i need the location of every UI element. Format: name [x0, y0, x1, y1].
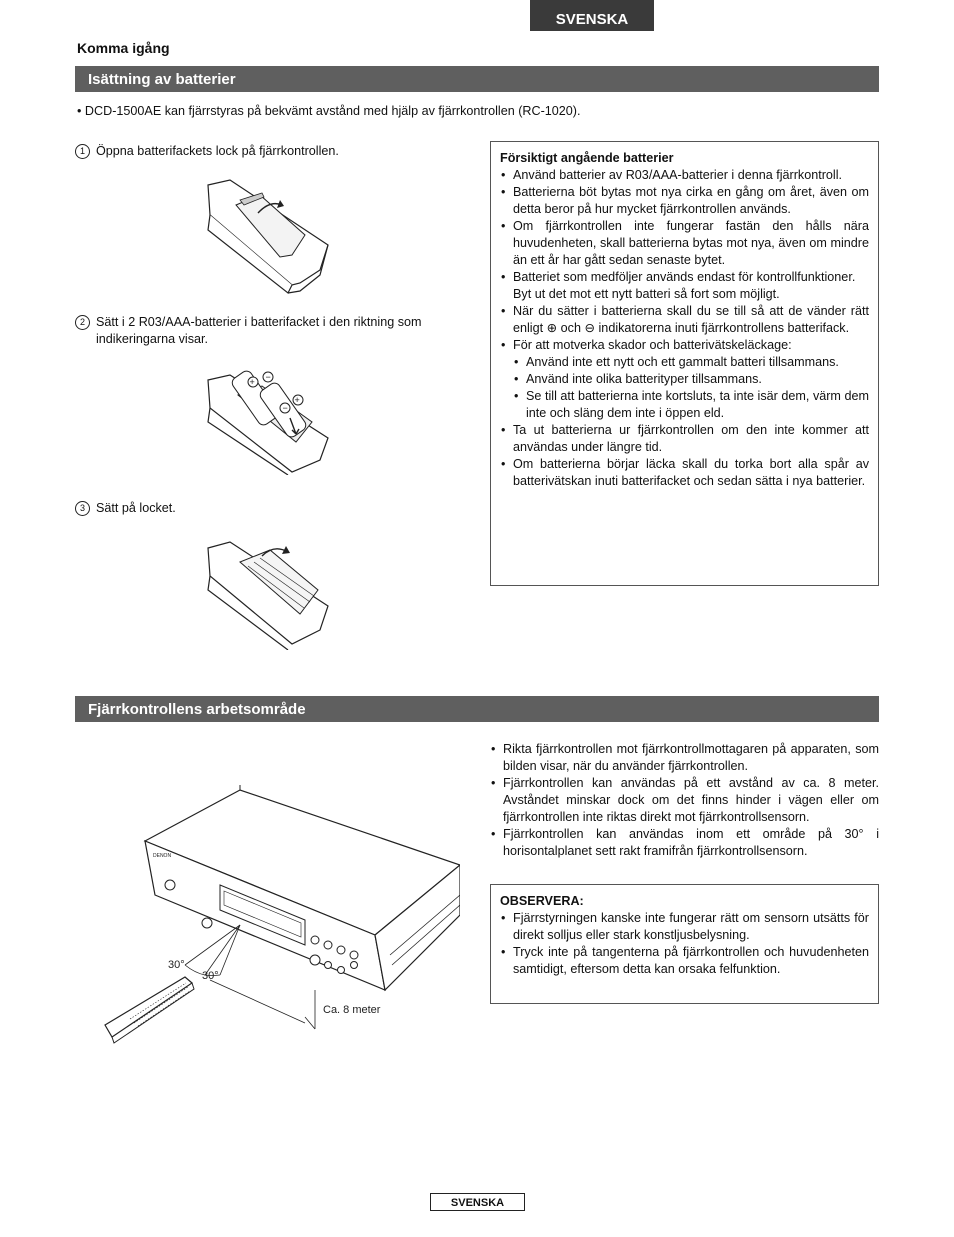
range-bullets	[490, 741, 879, 860]
section-title: Komma igång	[77, 40, 170, 56]
step-text: Öppna batterifackets lock på fjärrkontrollen.	[96, 144, 339, 158]
range-heading: Fjärrkontrollens arbetsområde	[75, 696, 879, 722]
language-tab: SVENSKA	[530, 0, 654, 31]
batteries-heading: Isättning av batterier	[75, 66, 879, 92]
distance-label: Ca. 8 meter	[323, 1004, 381, 1016]
list-item-text: För att motverka skador och batterivätskeläckage:	[513, 338, 792, 352]
svg-text:−: −	[282, 403, 288, 413]
svg-text:+: +	[294, 395, 300, 405]
step-number: 1	[75, 144, 90, 159]
list-item: • Fjärrstyrningen kanske inte fungerar rätt om sensorn utsätts för direkt solljus eller stark konstljusbelysning.	[500, 910, 869, 944]
list-item: • Fjärrkontrollen kan användas på ett avstånd av ca. 8 meter. Avståndet minskar dock om det finns hinder i vägen eller om fjärrkontrollen inte riktas direkt mot fjärrkontrollsensorn.	[490, 775, 879, 826]
step-text: Sätt på locket.	[96, 501, 176, 515]
svg-text:+: +	[249, 377, 255, 387]
list-item: • Tryck inte på tangenterna på fjärrkontrollen och huvudenheten samtidigt, eftersom detta kan orsaka felfunktion.	[500, 944, 869, 978]
step-number: 2	[75, 315, 90, 330]
list-item: • Använd batterier av R03/AAA-batterier i denna fjärrkontroll.	[500, 167, 869, 184]
caution-sub-list	[513, 354, 869, 422]
list-item: • Ta ut batterierna ur fjärrkontrollen om den inte kommer att användas under längre tid.	[500, 422, 869, 456]
sub-list-item: • Se till att batterierna inte kortsluts, ta inte isär dem, värm dem inte och släng dem inte i öppen eld.	[513, 388, 869, 422]
step-number: 3	[75, 501, 90, 516]
list-item	[500, 269, 869, 303]
list-item	[500, 337, 869, 422]
intro-text: • DCD-1500AE kan fjärrstyras på bekvämt avstånd med hjälp av fjärrkontrollen (RC-1020).	[77, 104, 581, 118]
sub-list-item: • Använd inte ett nytt och ett gammalt batteri tillsammans.	[513, 354, 869, 371]
step-2	[75, 314, 470, 348]
note-title: OBSERVERA:	[500, 894, 584, 908]
caution-title: Försiktigt angående batterier	[500, 151, 674, 165]
svg-text:DENON: DENON	[153, 853, 172, 859]
remote-range-illustration	[100, 785, 460, 1050]
list-item: • När du sätter i batterierna skall du se till så att de vänder rätt enligt ⊕ och ⊖ indikatorerna inuti fjärrkontrollens batterifack.	[500, 303, 869, 337]
angle-label-left: 30°	[168, 959, 185, 971]
sub-list-item: • Använd inte olika batterityper tillsammans.	[513, 371, 869, 388]
step-1	[75, 143, 470, 160]
remote-insert-batteries-illustration	[200, 360, 335, 475]
list-item: • Om fjärrkontrollen inte fungerar fastän den hålls nära huvudenheten, skall batterierna bytas mot nya, även om mindre än ett år har gått sedan senaste bytet.	[500, 218, 869, 269]
list-item: • Batterierna böt bytas mot nya cirka en gång om året, även om detta beror på hur mycket fjärrkontrollen används.	[500, 184, 869, 218]
list-item: • Om batterierna börjar läcka skall du torka bort alla spår av batterivätskan inuti batterifacket och sedan sätta i nya batterier.	[500, 456, 869, 490]
svg-text:−: −	[265, 372, 271, 382]
note-list	[500, 910, 869, 978]
list-item: • Fjärrkontrollen kan användas inom ett område på 30° i horisontalplanet sett rakt framifrån fjärrkontrollsensorn.	[490, 826, 879, 860]
step-3	[75, 500, 470, 517]
step-text: Sätt i 2 R03/AAA-batterier i batterifacket i den riktning som indikeringarna visar.	[96, 315, 422, 346]
list-item: • Rikta fjärrkontrollen mot fjärrkontrollmottagaren på apparaten, som bilden visar, när du använder fjärrkontrollen.	[490, 741, 879, 775]
caution-list	[500, 167, 869, 490]
caution-box	[490, 141, 879, 586]
remote-close-lid-illustration	[200, 530, 335, 650]
note-box	[490, 884, 879, 1004]
intro-text-content: DCD-1500AE kan fjärrstyras på bekvämt avstånd med hjälp av fjärrkontrollen (RC-1020).	[84, 104, 581, 118]
angle-label-right: 30°	[202, 970, 219, 982]
list-item-extra: Byt ut det mot ett nytt batteri så fort som möjligt.	[513, 287, 780, 301]
list-item-text: Batteriet som medföljer används endast för kontrollfunktioner.	[513, 270, 856, 284]
remote-open-lid-illustration	[200, 175, 335, 295]
footer-language-label: SVENSKA	[430, 1193, 525, 1211]
